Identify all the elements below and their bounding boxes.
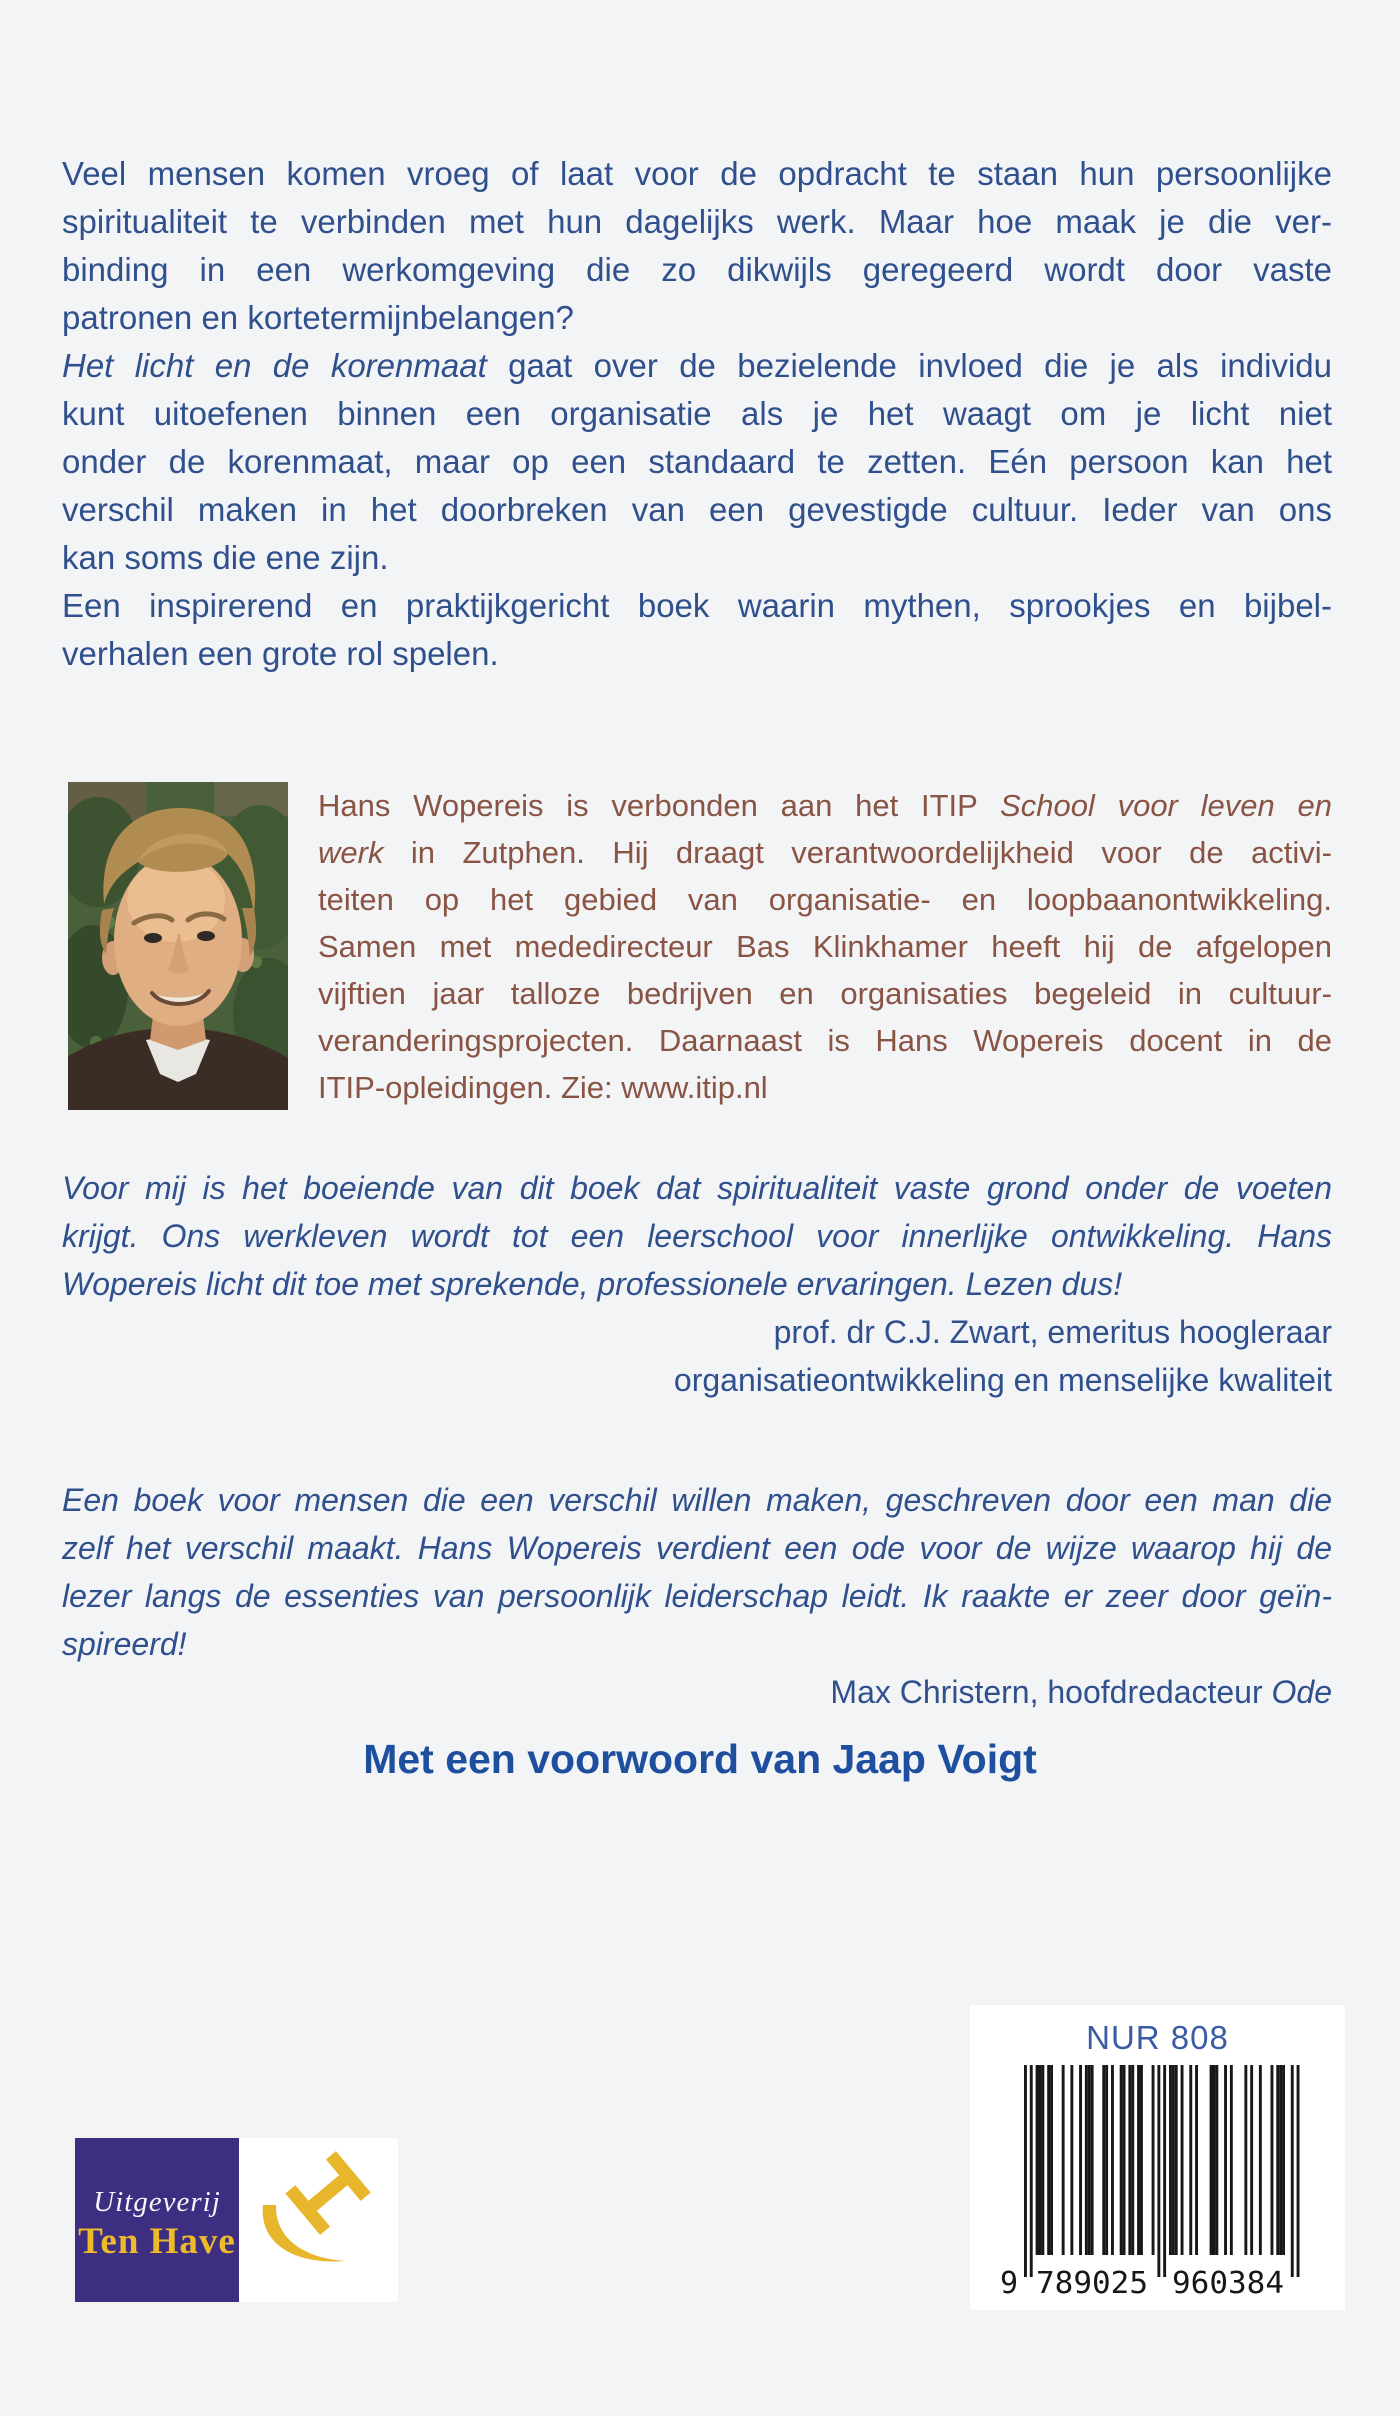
text-run: Samen met mededirecteur Bas Klinkhamer heeft hij de afgelopen (318, 929, 1332, 964)
endorsement-quote-2 (62, 1476, 1332, 1716)
text-run: School voor leven en (1000, 788, 1332, 823)
svg-text:960384: 960384 (1171, 2266, 1284, 2297)
text-run: kan soms die ene zijn. (62, 539, 389, 576)
text-run: patronen en kortetermijnbelangen? (62, 299, 574, 336)
text-run: onder de korenmaat, maar op een standaard te zetten. Eén persoon kan het (62, 443, 1332, 480)
publisher-logos (75, 2138, 398, 2302)
text-run: veranderingsprojecten. Daarnaast is Hans Wopereis docent in de (318, 1023, 1332, 1058)
quote-2-text (62, 1476, 1332, 1668)
author-bio-text (318, 782, 1332, 1111)
text-run: ITIP-opleidingen. Zie: www.itip.nl (318, 1070, 768, 1105)
text-run: Veel mensen komen vroeg of laat voor de opdracht te staan hun persoonlijke (62, 155, 1332, 192)
text-run: teiten op het gebied van organisatie- en loopbaanontwikkeling. (318, 882, 1332, 917)
text-run: Ode (1271, 1674, 1332, 1710)
text-run: binding in een werkomgeving die zo dikwijls geregeerd wordt door vaste (62, 251, 1332, 288)
tenhave-monogram-icon (244, 2145, 394, 2295)
text-run: verschil maken in het doorbreken van een gevestigde cultuur. Ieder van ons (62, 491, 1332, 528)
author-section (68, 782, 1332, 1111)
svg-text:9: 9 (999, 2266, 1018, 2297)
text-run: Wopereis licht dit toe met sprekende, professionele ervaringen. Lezen dus! (62, 1266, 1123, 1302)
text-run: prof. dr C.J. Zwart, emeritus hoogleraar (773, 1314, 1332, 1350)
publisher-mark-panel (239, 2138, 398, 2302)
text-run: organisatieontwikkeling en menselijke kwaliteit (673, 1362, 1332, 1398)
endorsement-quote-1 (62, 1164, 1332, 1404)
text-run: Een boek voor mensen die een verschil willen maken, geschreven door een man die (62, 1482, 1332, 1518)
text-run: krijgt. Ons werkleven wordt tot een leerschool voor innerlijke ontwikkeling. Hans (62, 1218, 1332, 1254)
barcode-panel (970, 2005, 1345, 2310)
text-run: Hans Wopereis is verbonden aan het ITIP (318, 788, 1001, 823)
text-run: Een inspirerend en praktijkgericht boek waarin mythen, sprookjes en bijbel- (62, 587, 1332, 624)
author-photo (68, 782, 288, 1110)
text-run: spireerd! (62, 1626, 187, 1662)
quote-2-attribution (62, 1668, 1332, 1716)
publisher-name: Ten Have (78, 2221, 236, 2262)
quote-1-text (62, 1164, 1332, 1308)
text-run: in Zutphen. Hij draagt verantwoordelijkheid voor de activi- (383, 835, 1332, 870)
publisher-imprint: Uitgeverij (93, 2186, 221, 2218)
quote-1-attribution (62, 1308, 1332, 1404)
text-run: Het licht en de korenmaat (62, 347, 487, 384)
text-run: Max Christern, hoofdredacteur (830, 1674, 1272, 1710)
nur-label: NUR 808 (1086, 2019, 1229, 2056)
text-run: verhalen een grote rol spelen. (62, 635, 499, 672)
text-run: gaat over de bezielende invloed die je als individu (486, 347, 1332, 384)
text-run: werk (318, 835, 384, 870)
svg-text:789025: 789025 (1035, 2266, 1148, 2297)
text-run: Voor mij is het boeiende van dit boek dat spiritualiteit vaste grond onder de voeten (62, 1170, 1332, 1206)
text-run: vijftien jaar talloze bedrijven en organisaties begeleid in cultuur- (318, 976, 1332, 1011)
synopsis-text (62, 150, 1332, 678)
text-run: spiritualiteit te verbinden met hun dagelijks werk. Maar hoe maak je die ver- (62, 203, 1332, 240)
ean13-barcode (998, 2065, 1318, 2297)
text-run: zelf het verschil maakt. Hans Wopereis verdient een ode voor de wijze waarop hij de (62, 1530, 1332, 1566)
publisher-logo (75, 2138, 239, 2302)
text-run: lezer langs de essenties van persoonlijk leiderschap leidt. Ik raakte er zeer door geïn- (62, 1578, 1332, 1614)
foreword-note: Met een voorwoord van Jaap Voigt (363, 1736, 1037, 1782)
text-run: kunt uitoefenen binnen een organisatie als je het waagt om je licht niet (62, 395, 1332, 432)
